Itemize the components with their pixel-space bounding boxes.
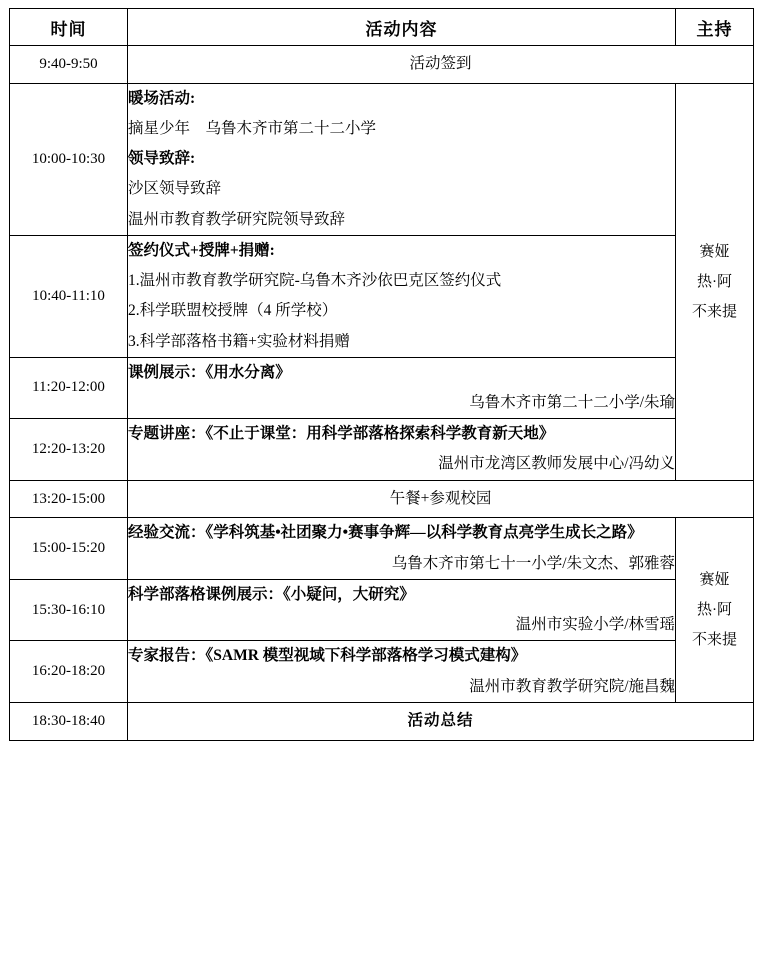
table-row xyxy=(10,235,754,357)
table-row xyxy=(10,83,754,235)
table-row xyxy=(10,702,754,740)
header-time: 时间 xyxy=(10,9,128,46)
content-line: 摘星少年 乌鲁木齐市第二十二小学 xyxy=(128,120,377,138)
content-line: 科学部落格课例展示：《小疑问，大研究》 xyxy=(128,585,415,603)
cell-time: 18:30-18:40 xyxy=(10,702,128,740)
content-line: 专题讲座：《不止于课堂：用科学部落格探索科学教育新天地》 xyxy=(128,425,555,443)
header-content: 活动内容 xyxy=(128,9,676,46)
table-row xyxy=(10,641,754,702)
content-presenter: 温州市实验小学/林雪瑶 xyxy=(515,616,675,634)
content-presenter: 乌鲁木齐市第二十二小学/朱瑜 xyxy=(469,393,675,411)
table-header-row xyxy=(10,9,754,46)
content-line: 签约仪式+授牌+捐赠: xyxy=(128,241,275,259)
table-row xyxy=(10,357,754,418)
content-line: 暖场活动: xyxy=(128,89,196,107)
cell-content xyxy=(128,579,676,640)
cell-content: 午餐+参观校园 xyxy=(128,480,754,518)
cell-time: 9:40-9:50 xyxy=(10,46,128,84)
header-host: 主持 xyxy=(676,9,754,46)
content-line: 温州市教育教学研究院领导致辞 xyxy=(128,210,346,228)
cell-time: 11:20-12:00 xyxy=(10,357,128,418)
cell-content xyxy=(128,518,676,579)
table-row xyxy=(10,419,754,480)
content-line: 沙区领导致辞 xyxy=(128,180,222,198)
cell-time: 10:00-10:30 xyxy=(10,83,128,235)
content-line: 3.科学部落格书籍+实验材料捐赠 xyxy=(128,332,350,350)
cell-content: 活动签到 xyxy=(128,46,754,84)
host-line: 热·阿 xyxy=(697,602,732,619)
content-presenter: 乌鲁木齐市第七十一小学/朱文杰、郭雅蓉 xyxy=(391,554,675,572)
content-line: 1.温州市教育教学研究院-乌鲁木齐沙依巴克区签约仪式 xyxy=(128,272,502,290)
cell-host xyxy=(676,83,754,480)
host-line: 不来提 xyxy=(691,632,737,649)
cell-content xyxy=(128,235,676,357)
cell-time: 16:20-18:20 xyxy=(10,641,128,702)
content-line: 领导致辞: xyxy=(128,150,196,168)
cell-time: 10:40-11:10 xyxy=(10,235,128,357)
content-presenter: 温州市教育教学研究院/施昌魏 xyxy=(469,677,675,695)
content-line: 经验交流：《学科筑基•社团聚力•赛事争辉—以科学教育点亮学生成长之路》 xyxy=(128,524,643,542)
cell-time: 13:20-15:00 xyxy=(10,480,128,518)
content-line: 专家报告：《SAMR 模型视域下科学部落格学习模式建构》 xyxy=(128,647,527,665)
cell-host xyxy=(676,518,754,702)
cell-content xyxy=(128,419,676,480)
host-line: 热·阿 xyxy=(697,273,732,290)
table-row xyxy=(10,480,754,518)
cell-content xyxy=(128,641,676,702)
table-row xyxy=(10,518,754,579)
host-line: 赛娅 xyxy=(699,243,730,260)
host-line: 不来提 xyxy=(691,303,737,320)
agenda-table xyxy=(9,8,754,741)
cell-time: 15:30-16:10 xyxy=(10,579,128,640)
cell-content: 活动总结 xyxy=(128,702,754,740)
host-line: 赛娅 xyxy=(699,572,730,589)
table-row xyxy=(10,46,754,84)
cell-time: 12:20-13:20 xyxy=(10,419,128,480)
cell-time: 15:00-15:20 xyxy=(10,518,128,579)
cell-content xyxy=(128,83,676,235)
cell-content xyxy=(128,357,676,418)
content-line: 2.科学联盟校授牌（4 所学校） xyxy=(128,302,338,320)
content-line: 课例展示：《用水分离》 xyxy=(128,363,291,381)
content-presenter: 温州市龙湾区教师发展中心/冯幼义 xyxy=(438,455,675,473)
table-row xyxy=(10,579,754,640)
